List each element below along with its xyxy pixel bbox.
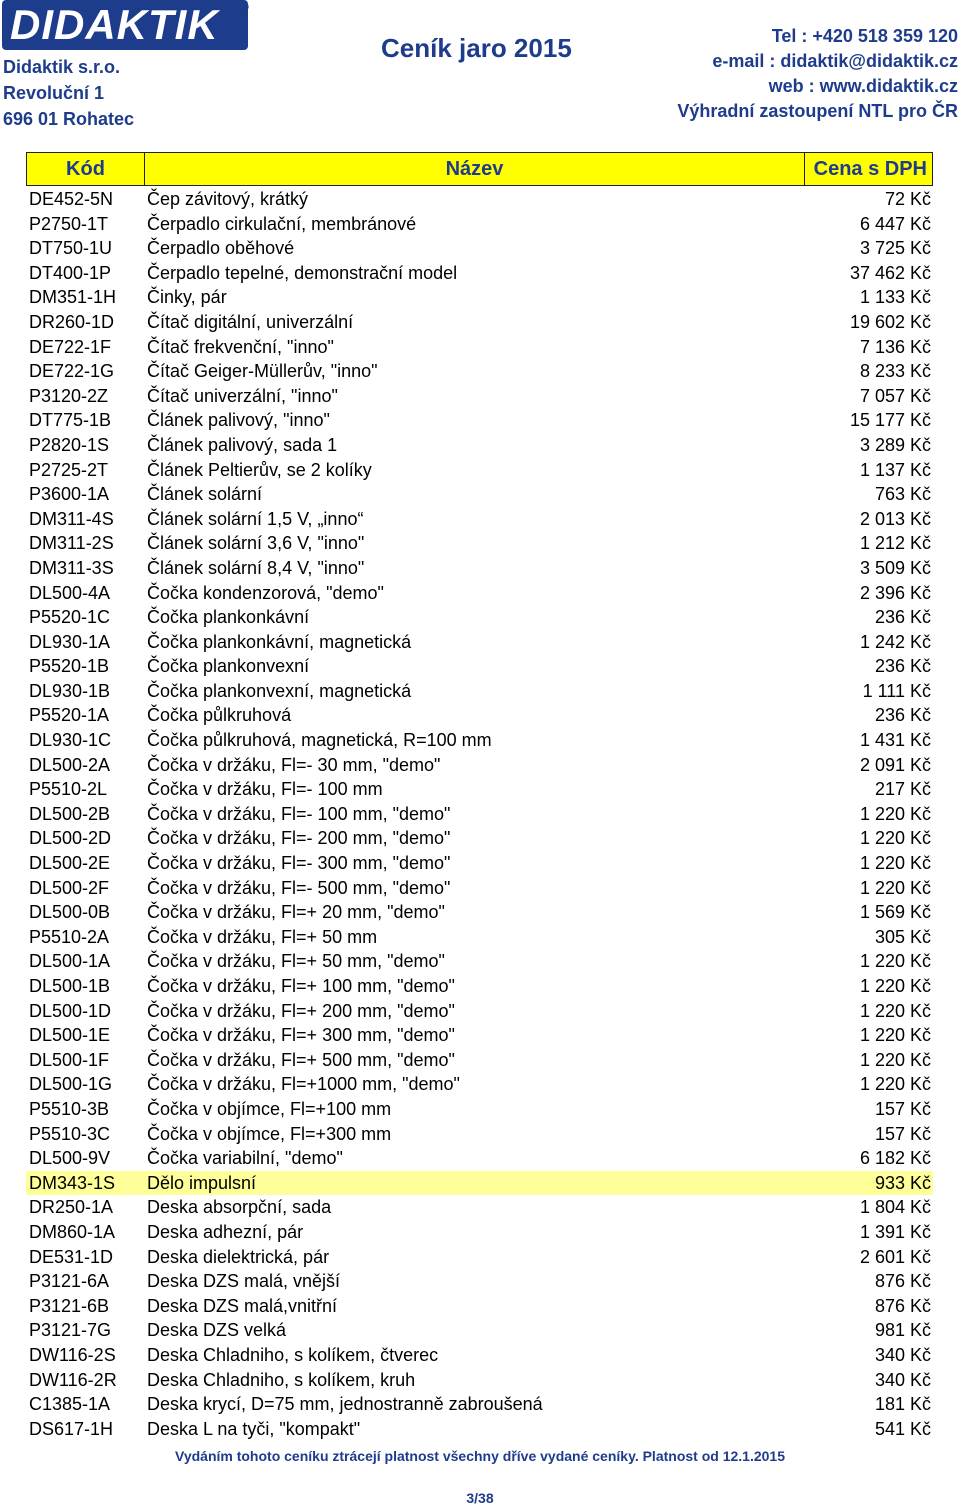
product-price: 340 Kč <box>874 1369 931 1390</box>
table-row <box>26 1195 933 1220</box>
table-row <box>26 1294 933 1319</box>
table-row <box>26 1245 933 1270</box>
table-row <box>26 408 933 433</box>
product-name: Čočka v držáku, Fl=- 200 mm, "demo" <box>147 828 451 849</box>
product-code: DR260-1D <box>29 311 115 332</box>
product-price: 37 462 Kč <box>849 262 931 283</box>
product-name: Deska DZS malá, vnější <box>147 1271 341 1292</box>
product-code: P3121-6A <box>29 1271 110 1292</box>
table-row <box>26 999 933 1024</box>
product-price: 305 Kč <box>874 926 931 947</box>
product-name: Deska absorpční, sada <box>147 1197 332 1218</box>
exclusive-representation: Výhradní zastoupení NTL pro ČR <box>677 101 958 121</box>
page-number: 3/38 <box>466 1490 494 1506</box>
table-row <box>26 310 933 335</box>
table-row <box>26 1318 933 1343</box>
table-row <box>26 1048 933 1073</box>
table-row <box>26 1343 933 1368</box>
product-price: 6 447 Kč <box>859 213 931 234</box>
product-code: P5520-1C <box>29 607 111 628</box>
product-code: DM311-4S <box>29 508 114 529</box>
product-name: Čočka v držáku, Fl=+ 300 mm, "demo" <box>147 1025 455 1046</box>
table-row <box>26 458 933 483</box>
product-name: Čočka kondenzorová, "demo" <box>147 582 384 603</box>
product-price: 15 177 Kč <box>849 410 931 431</box>
table-row <box>26 212 933 237</box>
product-name: Článek palivový, "inno" <box>147 410 330 431</box>
table-row <box>26 359 933 384</box>
product-name: Deska Chladniho, s kolíkem, kruh <box>147 1369 416 1390</box>
company-name: Didaktik s.r.o. <box>3 57 121 77</box>
product-code: DS617-1H <box>29 1418 114 1439</box>
product-price: 981 Kč <box>874 1320 931 1341</box>
table-row <box>26 728 933 753</box>
product-name: Čočka půlkruhová, magnetická, R=100 mm <box>147 730 492 751</box>
product-code: DE452-5N <box>29 189 114 209</box>
product-name: Deska krycí, D=75 mm, jednostranně zabroušená <box>147 1394 543 1415</box>
product-price: 933 Kč <box>874 1172 931 1193</box>
product-name: Čočka v držáku, Fl=- 30 mm, "demo" <box>147 754 441 775</box>
product-price: 2 013 Kč <box>859 508 931 529</box>
table-row <box>26 1417 933 1442</box>
product-name: Článek solární 8,4 V, "inno" <box>147 557 365 578</box>
product-name: Článek palivový, sada 1 <box>147 434 338 455</box>
product-name: Čočka plankonvexní <box>147 656 310 677</box>
product-name: Deska dielektrická, pár <box>147 1246 330 1267</box>
table-row <box>26 335 933 360</box>
product-price: 217 Kč <box>874 779 931 800</box>
product-code: DL500-2A <box>29 754 111 775</box>
table-row <box>26 1097 933 1122</box>
product-code: DL500-2D <box>29 828 112 849</box>
product-price: 1 111 Kč <box>862 680 931 701</box>
product-name: Čočka půlkruhová <box>147 705 292 726</box>
product-price: 8 233 Kč <box>859 361 931 382</box>
table-row <box>26 1023 933 1048</box>
table-row <box>26 974 933 999</box>
table-row <box>26 1368 933 1393</box>
product-name: Čočka v držáku, Fl=- 100 mm <box>147 779 383 800</box>
table-row <box>26 605 933 630</box>
product-price: 3 725 Kč <box>859 238 931 259</box>
table-row <box>26 654 933 679</box>
product-code: DM351-1H <box>29 287 117 308</box>
table-row <box>26 187 933 212</box>
table-header <box>26 152 933 186</box>
product-price: 541 Kč <box>874 1418 931 1439</box>
product-code: DE722-1G <box>29 361 115 382</box>
product-code: P5510-2A <box>29 926 110 947</box>
product-code: C1385-1A <box>29 1394 111 1415</box>
product-name: Čerpadlo tepelné, demonstrační model <box>147 262 458 283</box>
product-code: P5510-3B <box>29 1098 110 1119</box>
contact-web[interactable]: web : www.didaktik.cz <box>768 76 958 96</box>
product-name: Deska adhezní, pár <box>147 1221 304 1242</box>
table-row <box>26 802 933 827</box>
product-code: DE722-1F <box>29 336 112 357</box>
product-price: 763 Kč <box>874 484 931 505</box>
product-name: Čočka v držáku, Fl=- 500 mm, "demo" <box>147 877 451 898</box>
product-name: Čočka variabilní, "demo" <box>147 1148 343 1169</box>
didaktik-logo: DIDAKTIK <box>2 0 248 50</box>
table-row <box>26 556 933 581</box>
product-name: Čerpadlo oběhové <box>147 238 295 259</box>
product-price: 1 212 Kč <box>859 533 931 554</box>
product-code: DL500-1E <box>29 1025 111 1046</box>
product-name: Čočka v objímce, Fl=+100 mm <box>147 1098 392 1119</box>
table-row <box>26 1392 933 1417</box>
product-code: DE531-1D <box>29 1246 114 1267</box>
product-price: 1 220 Kč <box>859 1025 931 1046</box>
product-name: Činky, pár <box>147 287 227 308</box>
contact-email[interactable]: e-mail : didaktik@didaktik.cz <box>712 51 958 71</box>
table-row <box>26 630 933 655</box>
product-name: Čočka v držáku, Fl=+ 100 mm, "demo" <box>147 976 455 996</box>
product-price: 1 220 Kč <box>859 1000 931 1021</box>
product-name: Čočka plankonkávní, magnetická <box>147 631 412 652</box>
product-code: DL500-1F <box>29 1049 110 1070</box>
product-name: Čítač digitální, univerzální <box>147 311 354 332</box>
table-row <box>26 384 933 409</box>
table-row <box>26 851 933 876</box>
price-table-body <box>26 187 933 1441</box>
product-price: 7 057 Kč <box>859 385 931 406</box>
contact-phone: Tel : +420 518 359 120 <box>771 26 958 46</box>
product-price: 236 Kč <box>874 705 931 726</box>
table-row <box>26 1072 933 1097</box>
product-code: P2725-2T <box>29 459 109 480</box>
table-row <box>26 826 933 851</box>
product-price: 3 509 Kč <box>859 557 931 578</box>
product-price: 1 220 Kč <box>859 951 931 972</box>
product-price: 1 220 Kč <box>859 803 931 824</box>
product-name: Deska DZS malá,vnitřní <box>147 1295 338 1316</box>
product-code: P5520-1B <box>29 656 110 677</box>
product-name: Čerpadlo cirkulační, membránové <box>147 213 417 234</box>
product-code: DL500-2E <box>29 853 111 874</box>
product-name: Článek solární <box>147 484 263 505</box>
product-code: DM311-3S <box>29 557 114 578</box>
company-street: Revoluční 1 <box>3 83 105 103</box>
table-row <box>26 900 933 925</box>
product-code: P5510-2L <box>29 779 108 800</box>
table-row <box>26 925 933 950</box>
product-price: 3 289 Kč <box>859 434 931 455</box>
product-price: 1 133 Kč <box>859 287 931 308</box>
registered-mark: ® <box>240 0 249 14</box>
product-price: 236 Kč <box>874 656 931 677</box>
product-code: DL500-9V <box>29 1148 111 1169</box>
product-price: 1 431 Kč <box>859 730 931 751</box>
product-name: Dělo impulsní <box>147 1172 257 1193</box>
product-name: Čep závitový, krátký <box>147 189 309 209</box>
product-price: 6 182 Kč <box>859 1148 931 1169</box>
product-price: 2 091 Kč <box>859 754 931 775</box>
product-code: P5510-3C <box>29 1123 111 1144</box>
product-price: 236 Kč <box>874 607 931 628</box>
product-name: Čítač univerzální, "inno" <box>147 385 338 406</box>
product-price: 1 137 Kč <box>859 459 931 480</box>
product-code: DL500-1A <box>29 951 111 972</box>
product-code: DT400-1P <box>29 262 112 283</box>
table-row <box>26 679 933 704</box>
table-row <box>26 949 933 974</box>
product-code: DL930-1B <box>29 680 111 701</box>
product-code: DL500-4A <box>29 582 111 603</box>
product-code: DT750-1U <box>29 238 113 259</box>
validity-note: Vydáním tohoto ceníku ztrácejí platnost všechny dříve vydané ceníky. Platnost od 12.1.2015 <box>175 1448 785 1464</box>
product-price: 1 391 Kč <box>859 1221 931 1242</box>
company-city: 696 01 Rohatec <box>3 109 135 129</box>
column-header-code: Kód <box>27 153 145 185</box>
company-address <box>3 54 134 132</box>
product-price: 1 220 Kč <box>859 853 931 874</box>
table-row <box>26 703 933 728</box>
product-code: DL500-1D <box>29 1000 112 1021</box>
product-price: 157 Kč <box>874 1123 931 1144</box>
product-code: DL500-2F <box>29 877 110 898</box>
product-name: Čítač frekvenční, "inno" <box>147 336 334 357</box>
table-row <box>26 777 933 802</box>
table-row <box>26 1171 933 1196</box>
contact-block <box>677 24 958 124</box>
table-row <box>26 261 933 286</box>
product-name: Článek solární 1,5 V, „inno“ <box>147 508 364 529</box>
table-row <box>26 1146 933 1171</box>
product-code: DW116-2R <box>29 1369 117 1390</box>
product-price: 340 Kč <box>874 1344 931 1365</box>
product-code: DL930-1C <box>29 730 112 751</box>
product-name: Deska L na tyči, "kompakt" <box>147 1418 361 1439</box>
product-name: Deska Chladniho, s kolíkem, čtverec <box>147 1344 439 1365</box>
product-price: 1 242 Kč <box>859 631 931 652</box>
table-row <box>26 236 933 261</box>
product-code: P3600-1A <box>29 484 110 505</box>
table-row <box>26 1122 933 1147</box>
page-title: Ceník jaro 2015 <box>381 33 572 63</box>
product-price: 7 136 Kč <box>859 336 931 357</box>
product-code: DR250-1A <box>29 1197 114 1218</box>
product-name: Čočka v držáku, Fl=+ 20 mm, "demo" <box>147 902 445 923</box>
product-code: DL500-0B <box>29 902 111 923</box>
product-name: Čočka v držáku, Fl=+ 50 mm <box>147 926 378 947</box>
product-code: P3120-2Z <box>29 385 109 406</box>
product-name: Čočka v držáku, Fl=+ 500 mm, "demo" <box>147 1049 455 1070</box>
product-price: 876 Kč <box>874 1271 931 1292</box>
product-price: 1 220 Kč <box>859 1074 931 1095</box>
table-row <box>26 876 933 901</box>
product-code: DL500-2B <box>29 803 111 824</box>
table-row <box>26 581 933 606</box>
table-row <box>26 1220 933 1245</box>
product-code: P2820-1S <box>29 434 110 455</box>
product-price: 1 569 Kč <box>859 902 931 923</box>
product-price: 1 804 Kč <box>859 1197 931 1218</box>
product-name: Deska DZS velká <box>147 1320 287 1341</box>
product-code: DW116-2S <box>29 1344 116 1365</box>
product-code: P3121-6B <box>29 1295 110 1316</box>
product-price: 876 Kč <box>874 1295 931 1316</box>
table-row <box>26 433 933 458</box>
product-price: 2 396 Kč <box>859 582 931 603</box>
product-code: DT775-1B <box>29 410 112 431</box>
product-code: DM311-2S <box>29 533 114 554</box>
product-price: 72 Kč <box>884 189 931 209</box>
product-price: 1 220 Kč <box>859 828 931 849</box>
product-name: Čočka plankonvexní, magnetická <box>147 680 412 701</box>
product-name: Čočka v držáku, Fl=+ 50 mm, "demo" <box>147 951 445 972</box>
product-price: 19 602 Kč <box>849 311 931 332</box>
product-price: 1 220 Kč <box>859 976 931 996</box>
product-code: P5520-1A <box>29 705 110 726</box>
product-name: Čočka v objímce, Fl=+300 mm <box>147 1123 392 1144</box>
column-header-name: Název <box>145 153 805 185</box>
product-price: 181 Kč <box>874 1394 931 1415</box>
product-name: Čočka v držáku, Fl=+ 200 mm, "demo" <box>147 1000 455 1021</box>
product-name: Článek Peltierův, se 2 kolíky <box>147 459 372 480</box>
product-name: Čočka v držáku, Fl=- 100 mm, "demo" <box>147 803 451 824</box>
table-row <box>26 482 933 507</box>
product-code: DL500-1G <box>29 1074 113 1095</box>
product-code: DL500-1B <box>29 976 111 996</box>
product-name: Čočka plankonkávní <box>147 607 310 628</box>
product-price: 1 220 Kč <box>859 877 931 898</box>
product-price: 157 Kč <box>874 1098 931 1119</box>
product-price: 1 220 Kč <box>859 1049 931 1070</box>
table-row <box>26 753 933 778</box>
table-row <box>26 531 933 556</box>
product-code: DL930-1A <box>29 631 111 652</box>
product-name: Čočka v držáku, Fl=+1000 mm, "demo" <box>147 1074 460 1095</box>
product-code: DM343-1S <box>29 1172 116 1193</box>
table-row <box>26 285 933 310</box>
column-header-price: Cena s DPH <box>805 153 932 185</box>
product-name: Čočka v držáku, Fl=- 300 mm, "demo" <box>147 853 451 874</box>
product-code: DM860-1A <box>29 1221 116 1242</box>
product-code: P3121-7G <box>29 1320 112 1341</box>
product-name: Čítač Geiger-Müllerův, "inno" <box>147 361 378 382</box>
table-row <box>26 1269 933 1294</box>
product-name: Článek solární 3,6 V, "inno" <box>147 533 365 554</box>
product-code: P2750-1T <box>29 213 109 234</box>
product-price: 2 601 Kč <box>859 1246 931 1267</box>
table-row <box>26 507 933 532</box>
